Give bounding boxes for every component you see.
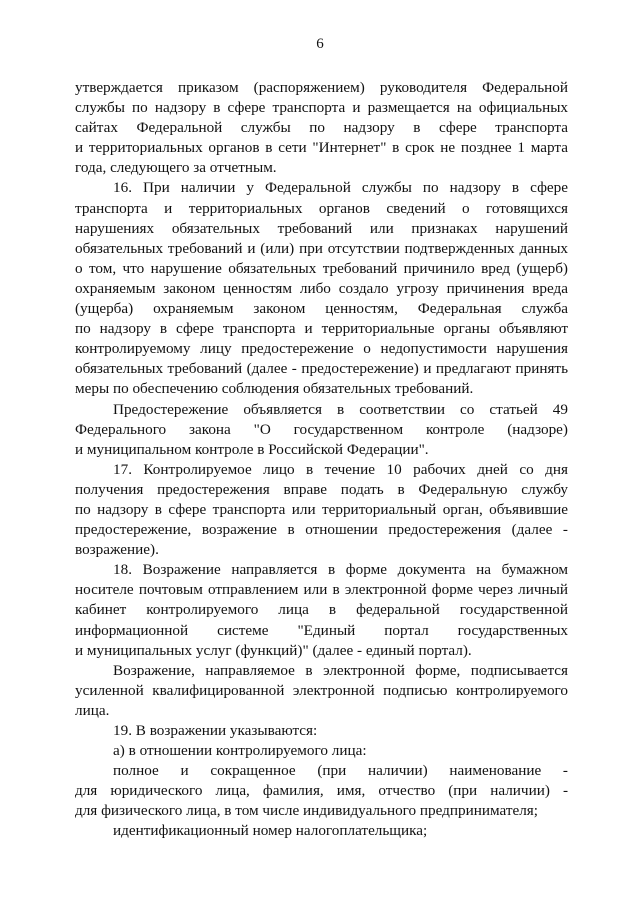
text-line: Федерального закона "О государственном контроле (надзоре) bbox=[75, 420, 568, 438]
text-line: лица. bbox=[75, 701, 110, 719]
text-line: для физического лица, в том числе индивидуального предпринимателя; bbox=[75, 802, 539, 820]
text-line: а) в отношении контролируемого лица: bbox=[113, 742, 367, 760]
text-line: для юридического лица, фамилия, имя, отчество (при наличии) - bbox=[75, 782, 568, 800]
text-line: меры по обеспечению соблюдения обязательных требований. bbox=[75, 380, 474, 398]
text-line: утверждается приказом (распоряжением) руководителя Федеральной bbox=[75, 79, 568, 96]
text-line: и муниципальных услуг (функций)" (далее - единый портал). bbox=[75, 641, 472, 659]
text-line: обязательных требований (далее - предостережение) и предлагают принять bbox=[75, 360, 568, 378]
text-line: 19. В возражении указываются: bbox=[113, 722, 318, 739]
text-line: транспорта и территориальных органов сведений о готовящихся bbox=[75, 199, 568, 217]
text-line: возражение). bbox=[75, 541, 159, 559]
text-line: по надзору в сфере транспорта или территориальный орган, объявившие bbox=[75, 500, 568, 518]
text-line: контролируемому лицу предостережение о недопустимости нарушения bbox=[75, 340, 568, 358]
text-line: года, следующего за отчетным. bbox=[75, 159, 277, 177]
text-line: информационной системе "Единый портал государственных bbox=[75, 621, 568, 639]
text-line: 16. При наличии у Федеральной службы по надзору в сфере bbox=[113, 179, 568, 197]
text-line: получения предостережения вправе подать в Федеральную службу bbox=[75, 480, 568, 498]
text-line: идентификационный номер налогоплательщика; bbox=[113, 822, 428, 840]
text-line: по надзору в сфере транспорта и территориальные органы объявляют bbox=[75, 320, 568, 338]
text-line: (ущерба) охраняемым законом ценностям, Федеральная служба bbox=[75, 300, 568, 318]
text-line: усиленной квалифицированной электронной подписью контролируемого bbox=[75, 681, 568, 699]
text-line: и муниципальном контроле в Российской Федерации". bbox=[75, 440, 429, 458]
text-line: нарушениях обязательных требований или признаках нарушений bbox=[75, 219, 568, 237]
text-line: носителе почтовым отправлением или в электронной форме через личный bbox=[75, 581, 568, 599]
text-line: сайтах Федеральной службы по надзору в сфере транспорта bbox=[75, 119, 568, 137]
text-line: и территориальных органов в сети "Интернет" в срок не позднее 1 марта bbox=[75, 139, 568, 157]
text-line: 18. Возражение направляется в форме документа на бумажном bbox=[113, 561, 568, 579]
text-line: полное и сокращенное (при наличии) наименование - bbox=[113, 762, 568, 780]
text-line: службы по надзору в сфере транспорта и размещается на официальных bbox=[75, 99, 568, 117]
text-line: о том, что нарушение обязательных требований причинило вред (ущерб) bbox=[75, 259, 568, 277]
text-line: кабинет контролируемого лица в федеральной государственной bbox=[75, 601, 568, 619]
text-line: Предостережение объявляется в соответствии со статьей 49 bbox=[113, 400, 568, 418]
page-number: 6 bbox=[316, 36, 324, 52]
document-body bbox=[75, 78, 568, 842]
text-line: 17. Контролируемое лицо в течение 10 рабочих дней со дня bbox=[113, 460, 568, 478]
text-line: охраняемым законом ценностям либо создало угрозу причинения вреда bbox=[75, 279, 568, 297]
text-line: предостережение, возражение в отношении предостережения (далее - bbox=[75, 521, 568, 539]
text-line: Возражение, направляемое в электронной форме, подписывается bbox=[113, 661, 568, 679]
text-line: обязательных требований и (или) при отсутствии подтвержденных данных bbox=[75, 239, 568, 257]
